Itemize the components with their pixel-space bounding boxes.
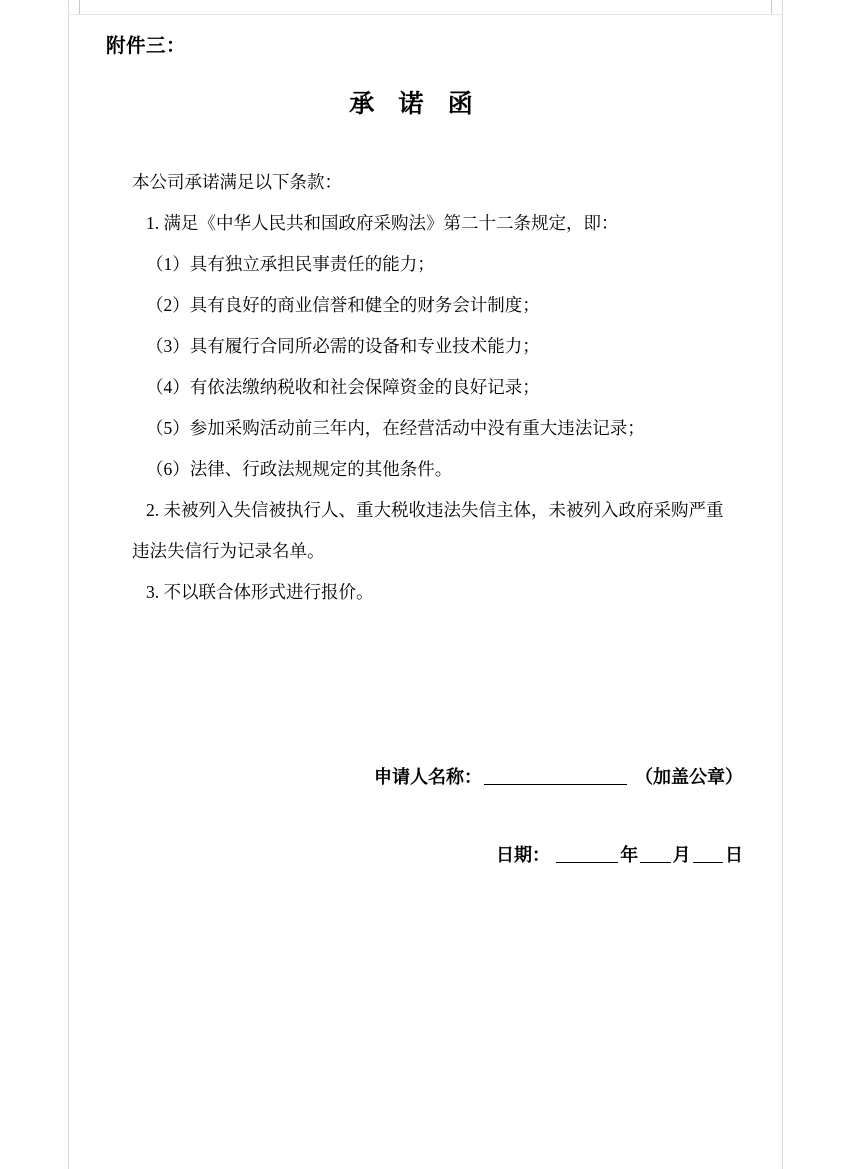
clause-item-1-5: （5）参加采购活动前三年内，在经营活动中没有重大违法记录； <box>146 418 645 438</box>
document-page <box>68 0 783 1169</box>
intro-paragraph: 本公司承诺满足以下条款： <box>132 172 342 192</box>
clause-item-2-line1: 2. 未被列入失信被执行人、重大税收违法失信主体，未被列入政府采购严重 <box>146 500 724 520</box>
date-year-field[interactable] <box>556 861 618 863</box>
clause-item-3: 3. 不以联合体形式进行报价。 <box>146 582 374 602</box>
date-day-field[interactable] <box>693 861 723 863</box>
clause-item-1-3: （3）具有履行合同所必需的设备和专业技术能力； <box>146 336 540 356</box>
clause-item-1: 1. 满足《中华人民共和国政府采购法》第二十二条规定，即： <box>146 213 619 233</box>
attachment-label: 附件三： <box>106 35 187 57</box>
clause-item-1-2: （2）具有良好的商业信誉和健全的财务会计制度； <box>146 295 540 315</box>
date-day-unit: 日 <box>725 845 743 865</box>
seal-note: （加盖公章） <box>635 767 743 787</box>
signature-block <box>88 763 743 867</box>
clause-item-1-4: （4）有依法缴纳税收和社会保障资金的良好记录； <box>146 377 540 397</box>
page-title: 承 诺 函 <box>349 91 482 118</box>
clause-item-2-line2: 违法失信行为记录名单。 <box>132 541 325 561</box>
clause-item-1-6: （6）法律、行政法规规定的其他条件。 <box>146 459 453 479</box>
applicant-row <box>88 763 743 789</box>
clause-item-1-1: （1）具有独立承担民事责任的能力； <box>146 254 435 274</box>
date-row <box>88 841 743 867</box>
applicant-name-label: 申请人名称： <box>374 767 482 787</box>
applicant-name-field[interactable] <box>484 783 627 785</box>
date-year-unit: 年 <box>620 845 639 865</box>
date-label: 日期： <box>496 845 550 865</box>
document-body <box>88 162 743 613</box>
date-month-field[interactable] <box>640 861 670 863</box>
date-month-unit: 月 <box>672 845 691 865</box>
